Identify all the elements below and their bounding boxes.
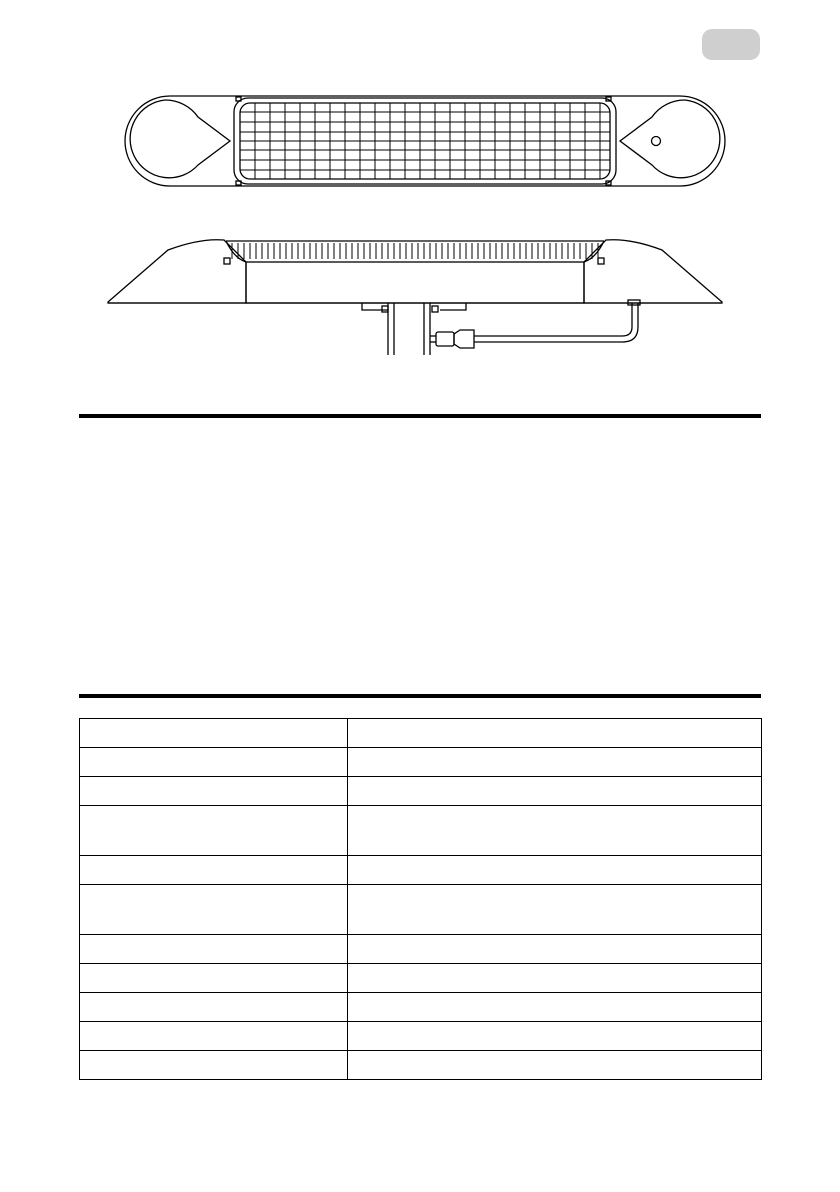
- spec-value: [348, 1022, 762, 1051]
- table-row: [80, 856, 762, 885]
- section-divider-top: [79, 414, 761, 418]
- table-row: [80, 1051, 762, 1080]
- spec-label: [80, 777, 348, 806]
- table-row: [80, 777, 762, 806]
- spec-value: [348, 993, 762, 1022]
- spec-value: [348, 856, 762, 885]
- spec-value: [348, 935, 762, 964]
- table-row: [80, 748, 762, 777]
- table-row: [80, 1022, 762, 1051]
- spec-value: [348, 885, 762, 935]
- spec-label: [80, 935, 348, 964]
- spec-value: [348, 964, 762, 993]
- table-row: [80, 806, 762, 856]
- table-row: [80, 993, 762, 1022]
- spec-label: [80, 748, 348, 777]
- spec-value: [348, 1051, 762, 1080]
- spec-label: [80, 1051, 348, 1080]
- spec-label: [80, 856, 348, 885]
- spec-label: [80, 806, 348, 856]
- spec-value: [348, 806, 762, 856]
- spec-value: [348, 748, 762, 777]
- spec-label: [80, 1022, 348, 1051]
- table-row: [80, 935, 762, 964]
- heater-illustration: [0, 0, 840, 400]
- spec-label: [80, 885, 348, 935]
- table-row: [80, 719, 762, 748]
- spec-label: [80, 964, 348, 993]
- heater-top-view-icon: [125, 96, 725, 186]
- specifications-table: [79, 718, 762, 1080]
- spec-value: [348, 777, 762, 806]
- spec-label: [80, 993, 348, 1022]
- table-row: [80, 885, 762, 935]
- heater-front-view-with-plug-icon: [108, 240, 722, 355]
- table-row: [80, 964, 762, 993]
- section-divider-bottom: [79, 694, 761, 698]
- spec-label: [80, 719, 348, 748]
- spec-value: [348, 719, 762, 748]
